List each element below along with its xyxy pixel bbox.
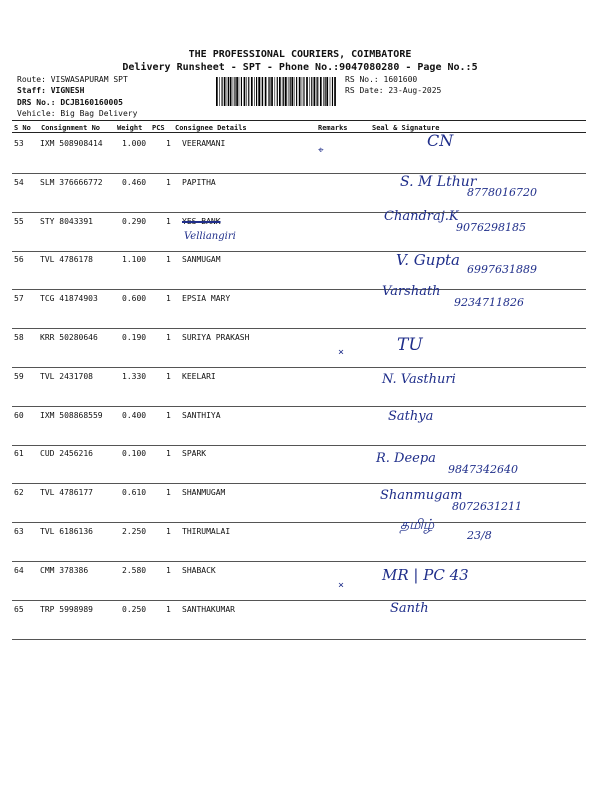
row-sno: 57 [14, 294, 24, 304]
handwritten-signature: V. Gupta [396, 251, 460, 270]
table-row [12, 482, 586, 523]
row-weight: 2.250 [122, 527, 147, 536]
handwritten-phone: 8778016720 [467, 185, 537, 199]
row-weight: 0.250 [122, 604, 147, 614]
row-pcs: 1 [166, 333, 171, 342]
handwritten-signature: Sathya [388, 408, 434, 424]
row-sno: 53 [14, 139, 24, 148]
row-weight: 0.190 [122, 333, 147, 342]
table-row [12, 284, 586, 329]
vehicle-label: Vehicle: Big Bag Delivery [17, 109, 138, 118]
col-weight: Weight [117, 124, 143, 132]
row-weight: 1.100 [122, 255, 147, 265]
handwritten-signature: தமிழ் [400, 517, 435, 533]
table-row [12, 405, 586, 446]
row-consignee: THIRUMALAI [182, 527, 231, 536]
header-top-rule [12, 120, 586, 121]
row-consignee: SANTHAKUMAR [182, 604, 235, 614]
handwritten-phone: 9234711826 [454, 296, 524, 310]
row-consignment-number: KRR 50280646 [40, 333, 98, 342]
row-weight: 0.100 [122, 449, 147, 459]
handwritten-note: Velliangiri [184, 230, 236, 242]
col-remarks: Remarks [318, 124, 348, 132]
row-sno: 56 [14, 255, 24, 265]
handwritten-phone: 23/8 [467, 529, 492, 542]
row-weight: 1.000 [122, 139, 147, 148]
table-row [12, 560, 586, 601]
handwritten-signature: Shanmugam [380, 488, 463, 504]
row-sno: 60 [14, 410, 24, 420]
table-row [12, 366, 586, 407]
handwritten-signature: TU [397, 335, 423, 355]
row-weight: 1.330 [122, 371, 147, 381]
row-consignee: SANTHIYA [182, 410, 221, 420]
row-pcs: 1 [166, 371, 171, 381]
row-pcs: 1 [166, 216, 171, 226]
row-sno: 58 [14, 333, 24, 342]
row-pcs: 1 [166, 139, 171, 148]
handwritten-signature: CN [427, 131, 454, 150]
row-consignment-number: TVL 4786177 [40, 488, 93, 498]
col-sno: S No [14, 124, 31, 132]
col-consignee: Consignee Details [175, 124, 247, 132]
row-consignee: SURIYA PRAKASH [182, 333, 250, 342]
row-pcs: 1 [166, 488, 171, 498]
row-sno: 61 [14, 449, 24, 459]
row-sno: 62 [14, 488, 24, 498]
row-sno: 64 [14, 565, 24, 575]
table-row [12, 599, 586, 640]
row-consignment-number: TCG 41874903 [40, 294, 98, 304]
handwritten-signature: S. M Lthur [400, 173, 477, 190]
row-weight: 0.600 [122, 294, 147, 304]
row-consignment-number: TVL 4786178 [40, 255, 93, 265]
row-weight: 0.400 [122, 410, 147, 420]
col-consignment: Consignment No [41, 124, 101, 132]
handwritten-signature: Santh [390, 600, 429, 616]
row-consignee: VEERAMANI [182, 139, 226, 148]
row-consignee: SANMUGAM [182, 255, 221, 265]
row-weight: 0.460 [122, 177, 147, 187]
row-consignment-number: TVL 2431708 [40, 371, 93, 381]
table-row [12, 208, 586, 252]
handwritten-phone: 9847342640 [448, 463, 518, 477]
row-pcs: 1 [166, 255, 171, 265]
row-consignee: SPARK [182, 449, 207, 459]
handwritten-signature: R. Deepa [376, 451, 436, 467]
row-consignment-number: TVL 6186136 [40, 527, 93, 536]
row-sno: 54 [14, 177, 24, 187]
table-row [12, 327, 586, 368]
handwritten-phone: 6997631889 [467, 263, 537, 277]
row-consignee: SHANMUGAM [182, 488, 226, 498]
row-consignee: YES BANK [182, 216, 221, 226]
row-sno: 65 [14, 604, 24, 614]
row-sno: 55 [14, 216, 24, 226]
row-weight: 2.580 [122, 565, 147, 575]
barcode-image [216, 77, 338, 106]
route-label: Route: VISWASAPURAM SPT [17, 75, 128, 84]
row-consignment-number: SLM 376666772 [40, 177, 103, 187]
row-consignee: KEELARI [182, 371, 216, 381]
rs-date: RS Date: 23-Aug-2025 [345, 86, 442, 95]
runsheet-subtitle: Delivery Runsheet - SPT - Phone No.:9047080280 - Page No.:5 [122, 62, 478, 73]
row-consignment-number: CMM 378386 [40, 565, 89, 575]
handwritten-phone: 8072631211 [452, 500, 522, 514]
row-consignee: SHABACK [182, 565, 216, 575]
row-consignment-number: IXM 508908414 [40, 139, 103, 148]
col-pcs: PCS [152, 124, 165, 132]
row-weight: 0.610 [122, 488, 147, 498]
handwritten-signature: Chandraj.K [384, 208, 459, 224]
row-consignment-number: IXM 508868559 [40, 410, 103, 420]
row-pcs: 1 [166, 449, 171, 459]
row-sno: 63 [14, 527, 24, 536]
row-pcs: 1 [166, 294, 171, 304]
row-pcs: 1 [166, 410, 171, 420]
drs-number: DRS No.: DCJB160160005 [17, 98, 123, 107]
row-consignment-number: TRP 5998989 [40, 604, 93, 614]
row-consignment-number: CUD 2456216 [40, 449, 93, 459]
row-consignment-number: STY 8043391 [40, 216, 93, 226]
table-row [12, 517, 586, 562]
handwritten-signature: MR | PC 43 [382, 565, 469, 584]
table-row [12, 249, 586, 290]
row-pcs: 1 [166, 177, 171, 187]
row-pcs: 1 [166, 565, 171, 575]
row-remark-mark: × [338, 347, 345, 358]
staff-label: Staff: VIGNESH [17, 86, 85, 95]
col-seal-signature: Seal & Signature [372, 124, 440, 132]
row-remark-mark: ⌖ [318, 145, 324, 156]
row-pcs: 1 [166, 604, 171, 614]
row-consignee: EPSIA MARY [182, 294, 231, 304]
table-row [12, 133, 586, 174]
row-remark-mark: × [338, 579, 345, 591]
table-row [12, 172, 586, 213]
row-consignee: PAPITHA [182, 177, 216, 187]
table-row [12, 443, 586, 484]
handwritten-signature: Varshath [382, 284, 441, 300]
row-pcs: 1 [166, 527, 171, 536]
handwritten-signature: N. Vasthuri [382, 371, 456, 387]
company-title: THE PROFESSIONAL COURIERS, COIMBATORE [188, 49, 412, 60]
rs-number: RS No.: 1601600 [345, 75, 418, 84]
row-weight: 0.290 [122, 216, 147, 226]
handwritten-phone: 9076298185 [456, 220, 526, 234]
row-sno: 59 [14, 371, 24, 381]
